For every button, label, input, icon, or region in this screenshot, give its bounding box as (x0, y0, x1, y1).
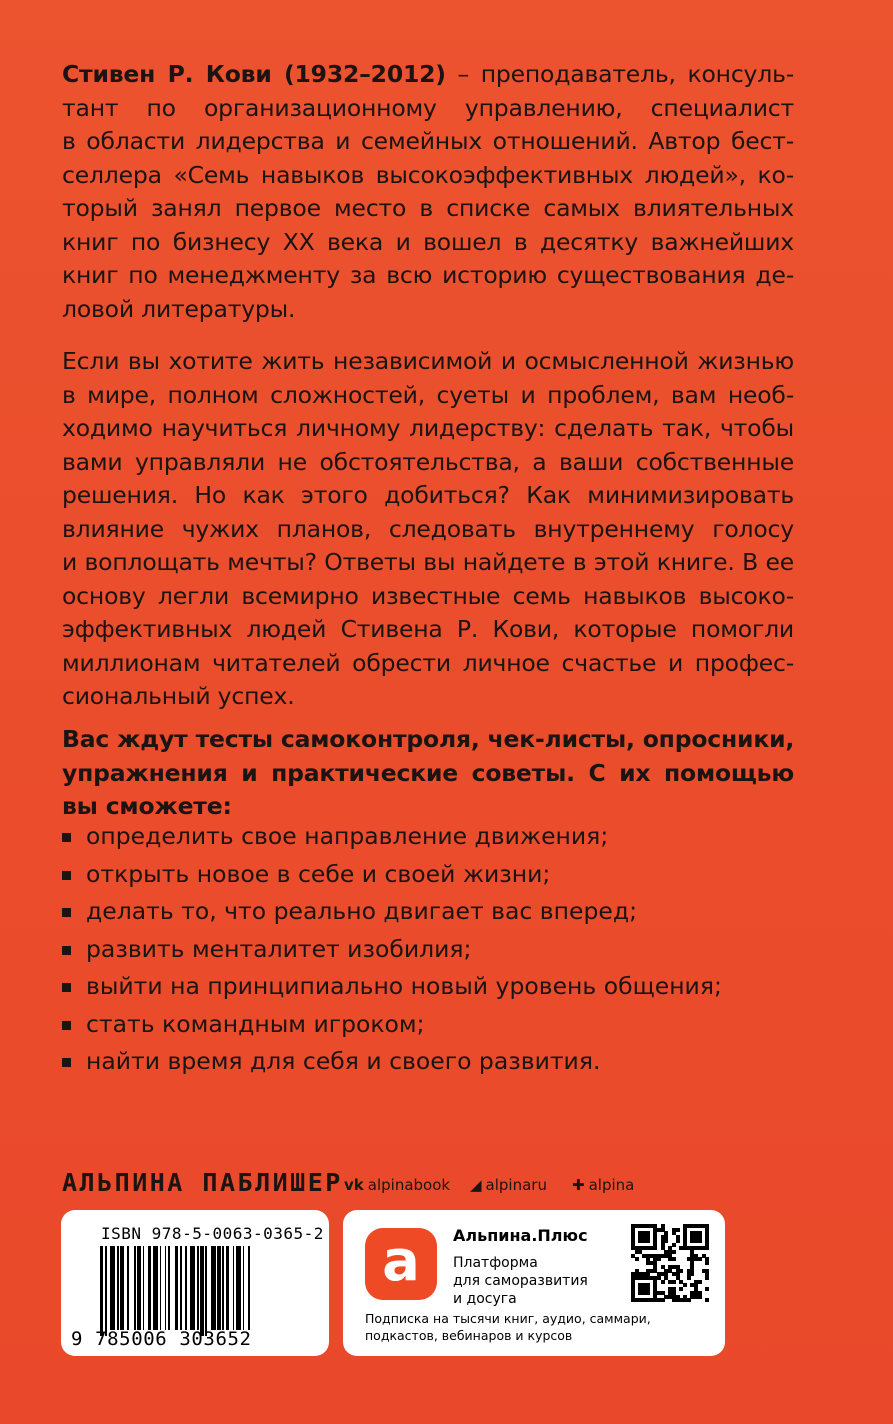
barcode-bar (134, 1246, 136, 1330)
benefits-list (62, 818, 802, 1081)
barcode-bar (236, 1246, 241, 1330)
qr-module (698, 1280, 702, 1284)
qr-module (690, 1272, 694, 1276)
qr-code-icon[interactable] (631, 1224, 709, 1302)
qr-module (661, 1298, 665, 1302)
barcode-bar (217, 1246, 220, 1330)
qr-module (676, 1228, 680, 1232)
qr-module (672, 1250, 676, 1254)
alpina-plus-promo[interactable] (343, 1210, 725, 1356)
qr-module (672, 1257, 676, 1261)
barcode-bar (153, 1246, 158, 1330)
list-item: делать то, что реально двигает вас вперед; (62, 893, 802, 931)
barcode-bar (205, 1246, 207, 1336)
barcode-bar (148, 1246, 151, 1330)
barcode-bar (200, 1246, 203, 1336)
barcode (100, 1246, 310, 1330)
list-item: развить менталитет изобилия; (62, 931, 802, 969)
barcode-bar (175, 1246, 178, 1330)
desc-line: основу легли всемирно известные семь навыков высоко- (62, 581, 794, 610)
bullet-square-icon (62, 1058, 71, 1067)
qr-module (679, 1269, 683, 1273)
publisher-row (62, 1168, 842, 1200)
bullet-square-icon (62, 946, 71, 955)
qr-module (705, 1246, 709, 1250)
desc-line: решения. Но как этого добиться? Как минимизировать (62, 481, 794, 509)
bio-line: торый занял первое место в списке самых влиятельных (62, 194, 794, 222)
bio-line: селлера «Семь навыков высокоэффективных людей», ко- (62, 160, 794, 189)
barcode-digits: 9 785006 303652 (71, 1328, 252, 1350)
qr-module (676, 1239, 680, 1243)
qr-module (657, 1257, 661, 1261)
barcode-bar (180, 1246, 182, 1330)
bio-line: ловой литературы. (62, 294, 296, 323)
barcode-bar (100, 1246, 103, 1336)
app-letter: a (382, 1229, 420, 1294)
qr-module (635, 1257, 639, 1261)
qr-module (672, 1280, 676, 1284)
author-bio (62, 58, 794, 326)
book-description (62, 345, 794, 714)
qr-module (705, 1261, 709, 1265)
social-alpina[interactable]: ✚ alpina (572, 1176, 635, 1194)
barcode-bar (226, 1246, 229, 1330)
isbn-box (61, 1210, 329, 1356)
desc-line: вами управляли не обстоятельства, а ваши собственные (62, 447, 794, 476)
barcode-bar (127, 1246, 129, 1330)
qr-module (698, 1239, 702, 1243)
qr-module (687, 1298, 691, 1302)
barcode-bar (233, 1246, 235, 1330)
bio-line: в области лидерства и семейных отношений. Автор бест- (62, 127, 794, 155)
barcode-bar (120, 1246, 123, 1330)
author-name: Стивен Р. Кови (1932–2012) (62, 60, 446, 88)
qr-module (664, 1239, 668, 1243)
barcode-bar (143, 1246, 145, 1330)
desc-line: и воплощать мечты? Ответы вы найдете в этой книге. В ее (62, 548, 794, 576)
desc-line: сиональный успех. (62, 682, 295, 710)
publisher-logo: АЛЬПИНА ПАБЛИШЕР (62, 1168, 343, 1197)
bio-line: тант по организационному управлению, специалист (62, 93, 794, 122)
social-telegram[interactable]: ◢ alpinaru (470, 1176, 547, 1194)
qr-module (705, 1287, 709, 1291)
qr-module (705, 1298, 709, 1302)
lead-line: Вас ждут тесты самоконтроля, чек-листы, опросники, (62, 725, 795, 753)
desc-line: влияние чужих планов, следовать внутреннему голосу (62, 514, 794, 543)
bio-line-1: Стивен Р. Кови (1932–2012) – преподаватель, консуль- (62, 60, 794, 88)
promo-footer: Подписка на тысячи книг, аудио, саммари, подкастов, вебинаров и курсов (365, 1311, 651, 1343)
lead-line: упражнения и практические советы. С их помощью (62, 758, 794, 787)
promo-subtitle: Платформа для саморазвития и досуга (453, 1255, 588, 1307)
qr-module (653, 1246, 657, 1250)
barcode-bar (243, 1246, 245, 1330)
bio-line: книг по бизнесу XX века и вошел в десятку важнейших (62, 227, 794, 256)
desc-line: миллионам читателей обрести личное счастье и профес- (62, 648, 794, 677)
qr-module (661, 1280, 665, 1284)
app-icon (365, 1228, 437, 1300)
desc-line: эффективных людей Стивена Р. Кови, которые помогли (62, 615, 794, 643)
qr-module (705, 1276, 709, 1280)
telegram-icon: ◢ (470, 1176, 482, 1194)
list-item: найти время для себя и своего развития. (62, 1043, 802, 1081)
barcode-bar (168, 1246, 170, 1330)
barcode-bar (185, 1246, 187, 1330)
qr-module (683, 1283, 687, 1287)
promo-title: Альпина.Плюс (453, 1226, 588, 1245)
lead-line: вы сможете: (62, 792, 232, 820)
bullet-square-icon (62, 983, 71, 992)
bullet-square-icon (62, 833, 71, 842)
barcode-bar (105, 1246, 107, 1336)
list-item: выйти на принципиально новый уровень общения; (62, 968, 802, 1006)
barcode-bar (211, 1246, 216, 1330)
barcode-bar (110, 1246, 115, 1330)
barcode-bar (160, 1246, 162, 1330)
barcode-bar (197, 1246, 199, 1330)
bullet-square-icon (62, 908, 71, 917)
qr-module (698, 1295, 702, 1299)
list-item: определить свое направление движения; (62, 818, 802, 856)
barcode-bar (248, 1246, 250, 1330)
desc-line: Если вы хотите жить независимой и осмысленной жизнью (62, 347, 794, 375)
qr-module (679, 1287, 683, 1291)
barcode-bar (117, 1246, 119, 1330)
bullet-square-icon (62, 1021, 71, 1030)
list-item: стать командным игроком; (62, 1006, 802, 1044)
desc-line: в мире, полном сложностей, суеты и проблем, вам необ- (62, 380, 794, 409)
qr-module (672, 1243, 676, 1247)
bio-line: книг по менеджменту за всю историю существования де- (62, 261, 794, 289)
list-item: открыть новое в себе и своей жизни; (62, 856, 802, 894)
qr-module (687, 1276, 691, 1280)
alpina-icon: ✚ (572, 1176, 585, 1194)
desc-line: ходимо научиться личному лидерству: сделать так, чтобы (62, 414, 794, 442)
barcode-bar (190, 1246, 195, 1330)
barcode-bar (165, 1246, 167, 1330)
qr-module (646, 1239, 650, 1243)
lead-paragraph (62, 723, 794, 824)
qr-module (698, 1257, 702, 1261)
qr-module (646, 1291, 650, 1295)
barcode-bar (222, 1246, 224, 1330)
bullet-square-icon (62, 871, 71, 880)
social-vk[interactable]: vk alpinabook (344, 1176, 451, 1194)
vk-icon: vk (344, 1176, 364, 1194)
barcode-bar (137, 1246, 140, 1330)
isbn-label: ISBN 978-5-0063-0365-2 (101, 1224, 324, 1243)
